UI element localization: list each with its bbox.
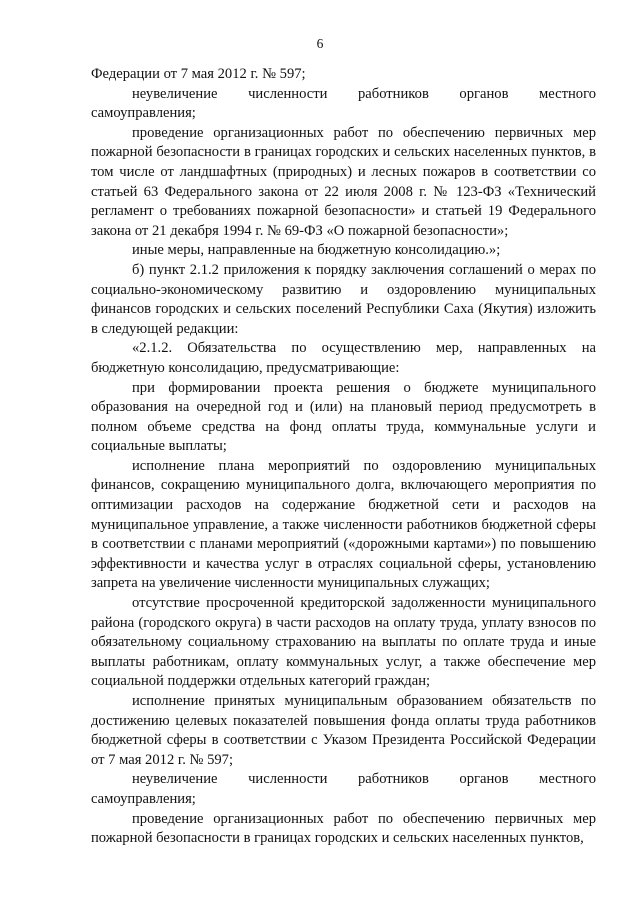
paragraph: проведение организационных работ по обеспечению первичных мер пожарной безопасности в границах городских и сельских населенных пунктов, <box>91 810 596 847</box>
paragraph: исполнение плана мероприятий по оздоровлению муниципальных финансов, сокращению муниципального долга, включающего мероприятия по оптимизации расходов на содержание бюджетной сети и расходов на муниципальное управление, а также численности работников бюджетной сферы в соответствии с планами мероприятий («дорожными картами») по повышению эффективности и качества услуг в отраслях социальной сферы, установлению запрета на увеличение численности муниципальных служащих; <box>91 457 596 592</box>
paragraph: отсутствие просроченной кредиторской задолженности муниципального района (городского округа) в части расходов на оплату труда, уплату взносов по обязательному социальному страхованию на выплаты по оплате труда и иные выплаты работникам, оплату коммунальных услуг, а также обеспечение мер социальной поддержки отдельных категорий граждан; <box>91 595 596 690</box>
paragraph: Федерации от 7 мая 2012 г. № 597; <box>91 66 306 82</box>
paragraph: исполнение принятых муниципальным образованием обязательств по достижению целевых показателей повышения фонда оплаты труда работников бюджетной сферы в соответствии с Указом Президента Российской Федерации от 7 мая 2012 г. № 597; <box>91 693 596 768</box>
page-number: 6 <box>316 36 324 51</box>
paragraph: б) пункт 2.1.2 приложения к порядку заключения соглашений о мерах по социально-экономическому развитию и оздоровлению муниципальных финансов городских и сельских поселений Республики Саха (Якутия) изложить в следующей редакции: <box>91 261 596 337</box>
paragraph: неувеличение численности работников органов местного самоуправления; <box>91 85 596 122</box>
paragraph: иные меры, направленные на бюджетную консолидацию.»; <box>132 242 501 259</box>
paragraph: «2.1.2. Обязательства по осуществлению мер, направленных на бюджетную консолидацию, предусматривающие: <box>91 340 596 376</box>
paragraph: неувеличение численности работников органов местного самоуправления; <box>91 771 596 807</box>
body-text <box>91 65 596 849</box>
paragraph: проведение организационных работ по обеспечению первичных мер пожарной безопасности в границах городских и сельских населенных пунктов, в том числе от ландшафтных (природных) и лесных пожаров в соответствии со статьей 63 Федерального закона от 22 июля 2008 г. № 123-ФЗ «Технический регламент о требованиях пожарной безопасности» и статьей 19 Федерального закона от 21 декабря 1994 г. № 69-ФЗ «О пожарной безопасности»; <box>91 124 596 239</box>
paragraph: при формировании проекта решения о бюджете муниципального образования на очередной год и (или) на плановый период предусмотреть в полном объеме средства на фонд оплаты труда, коммунальные услуги и социальные выплаты; <box>91 379 596 455</box>
